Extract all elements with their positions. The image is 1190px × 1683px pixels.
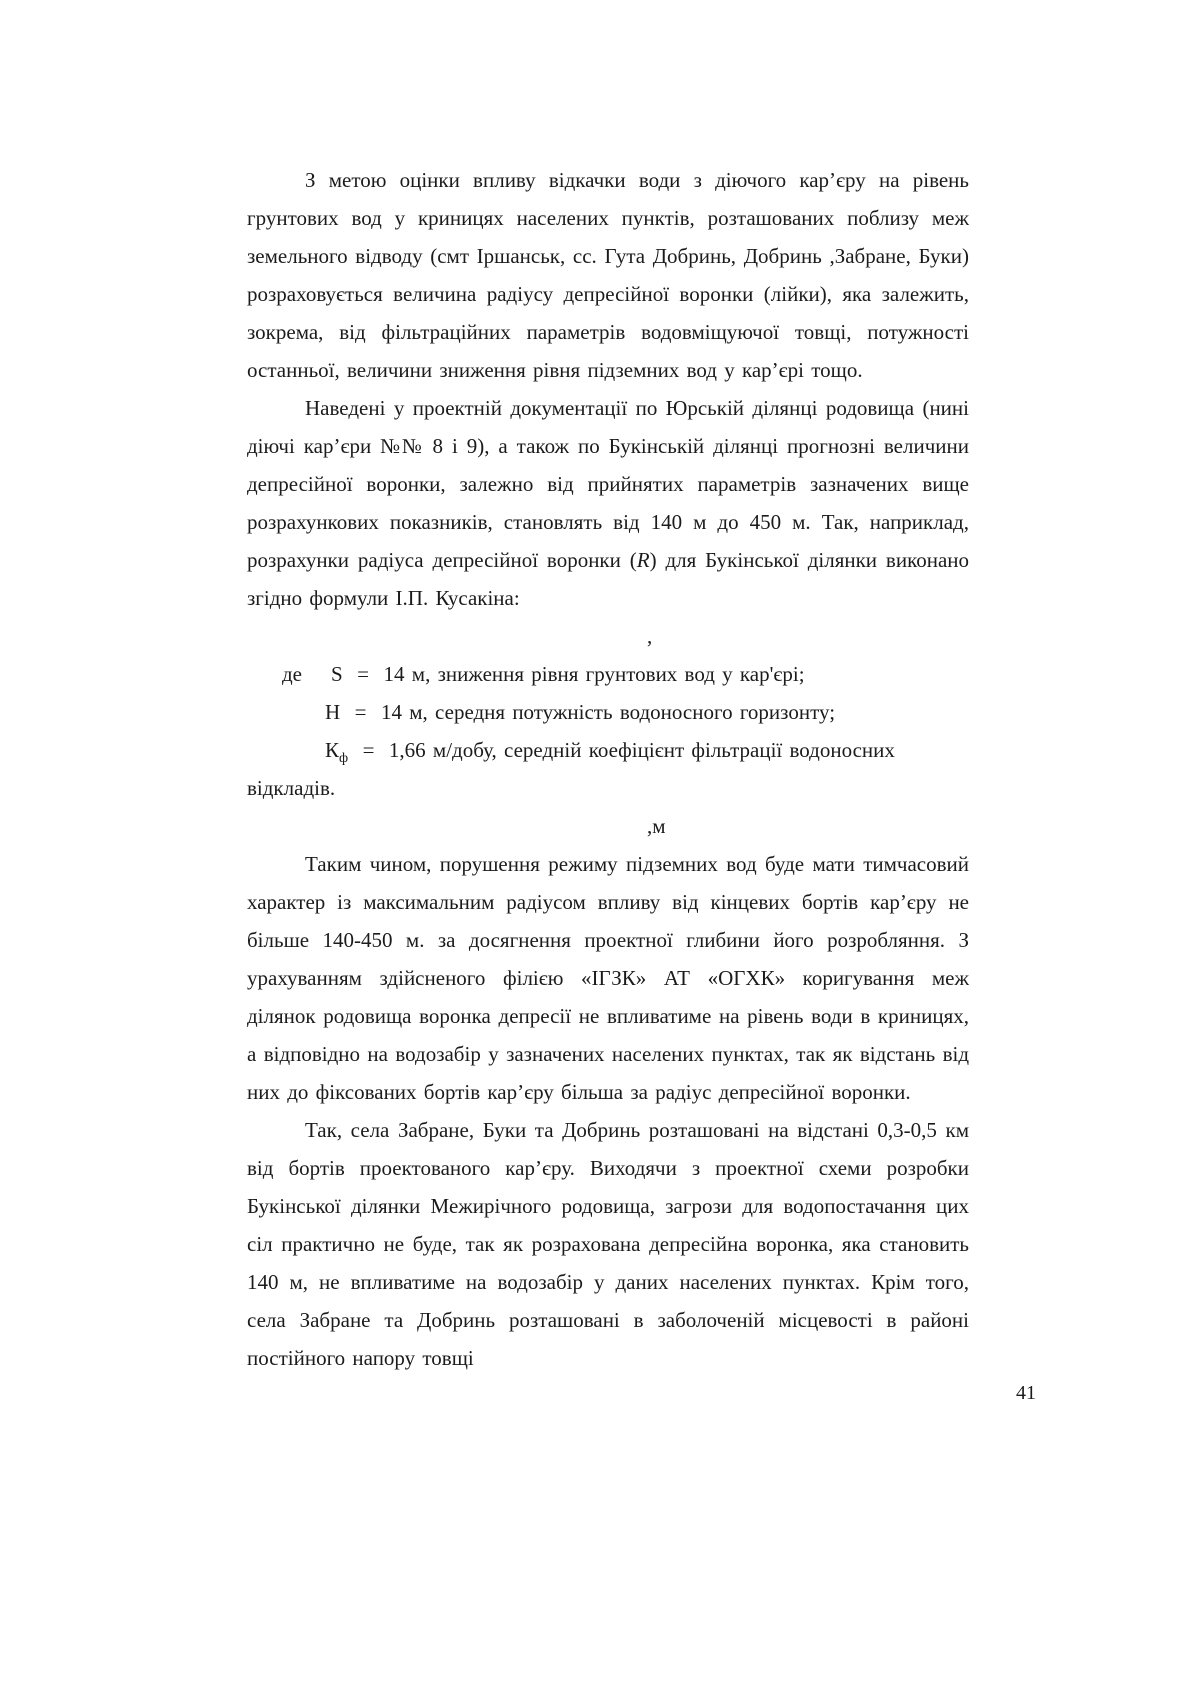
radius-symbol: R — [636, 548, 650, 572]
definition-k — [247, 731, 969, 769]
definition-continuation: відкладів. — [247, 776, 336, 800]
definition-h: Н = 14 м, середня потужність водоносного горизонту; — [325, 700, 836, 724]
paragraph-villages: Так, села Забране, Буки та Добринь розташовані на відстані 0,3-0,5 км від бортів проектованого кар’єру. Виходячи з проектної схеми розробки Букінської ділянки Межирічного родовища, загрози для водопостачання цих сіл практично не буде, так як розрахована депресійна воронка, яка становить 140 м, не впливатиме на водозабір у даних населених пунктах. Крім того, села Забране та Добринь розташовані в заболоченій місцевості в районі постійного напору товщі — [247, 1118, 969, 1370]
definition-k-symbol: К — [325, 738, 340, 762]
document-text-block — [247, 161, 969, 1377]
definition-k-text: = 1,66 м/добу, середній коефіцієнт фільтрації водоносних — [348, 738, 895, 762]
formula-placeholder-units: ,м — [647, 814, 666, 838]
paragraph-forecast — [247, 389, 969, 617]
formula-placeholder-comma: , — [647, 624, 653, 648]
paragraph-forecast-text: Наведені у проектній документації по Юрській ділянці родовища (нині діючі кар’єри №№ 8 і 9), а також по Букінській ділянці прогнозні величини депресійної воронки, залежно від прийнятих параметрів зазначених вище розрахункових показників, становлять від 140 м до 450 м. Так, наприклад, розрахунки радіуса депресійної воронки ( — [247, 396, 969, 572]
paragraph-conclusion: Таким чином, порушення режиму підземних вод буде мати тимчасовий характер із максимальним радіусом впливу від кінцевих бортів кар’єру не більше 140-450 м. за досягнення проектної глибини його розробляння. З урахуванням здійсненого філією «ІГЗК» АТ «ОГХК» коригування меж ділянок родовища воронка депресії не впливатиме на рівень води в криницях, а відповідно на водозабір у зазначених населених пунктах, так як відстань від них до фіксованих бортів кар’єру більша за радіус депресійної воронки. — [247, 852, 969, 1104]
definition-k-subscript: ф — [339, 751, 349, 767]
paragraph-intro: З метою оцінки впливу відкачки води з діючого кар’єру на рівень грунтових вод у криницях населених пунктів, розташованих поблизу меж земельного відводу (смт Іршанськ, сс. Гута Добринь, Добринь ,Забране, Буки) розраховується величина радіусу депресійної воронки (лійки), яка залежить, зокрема, від фільтраційних параметрів водовміщуючої товщі, потужності останньої, величини зниження рівня підземних вод у кар’єрі тощо. — [247, 168, 969, 382]
definition-s: де S = 14 м, зниження рівня грунтових вод у кар'єрі; — [282, 662, 805, 686]
page-number: 41 — [1016, 1382, 1036, 1404]
paragraph-forecast-tail: ) для Букінської ділянки виконано згідно формули І.П. Кусакіна: — [247, 548, 970, 610]
